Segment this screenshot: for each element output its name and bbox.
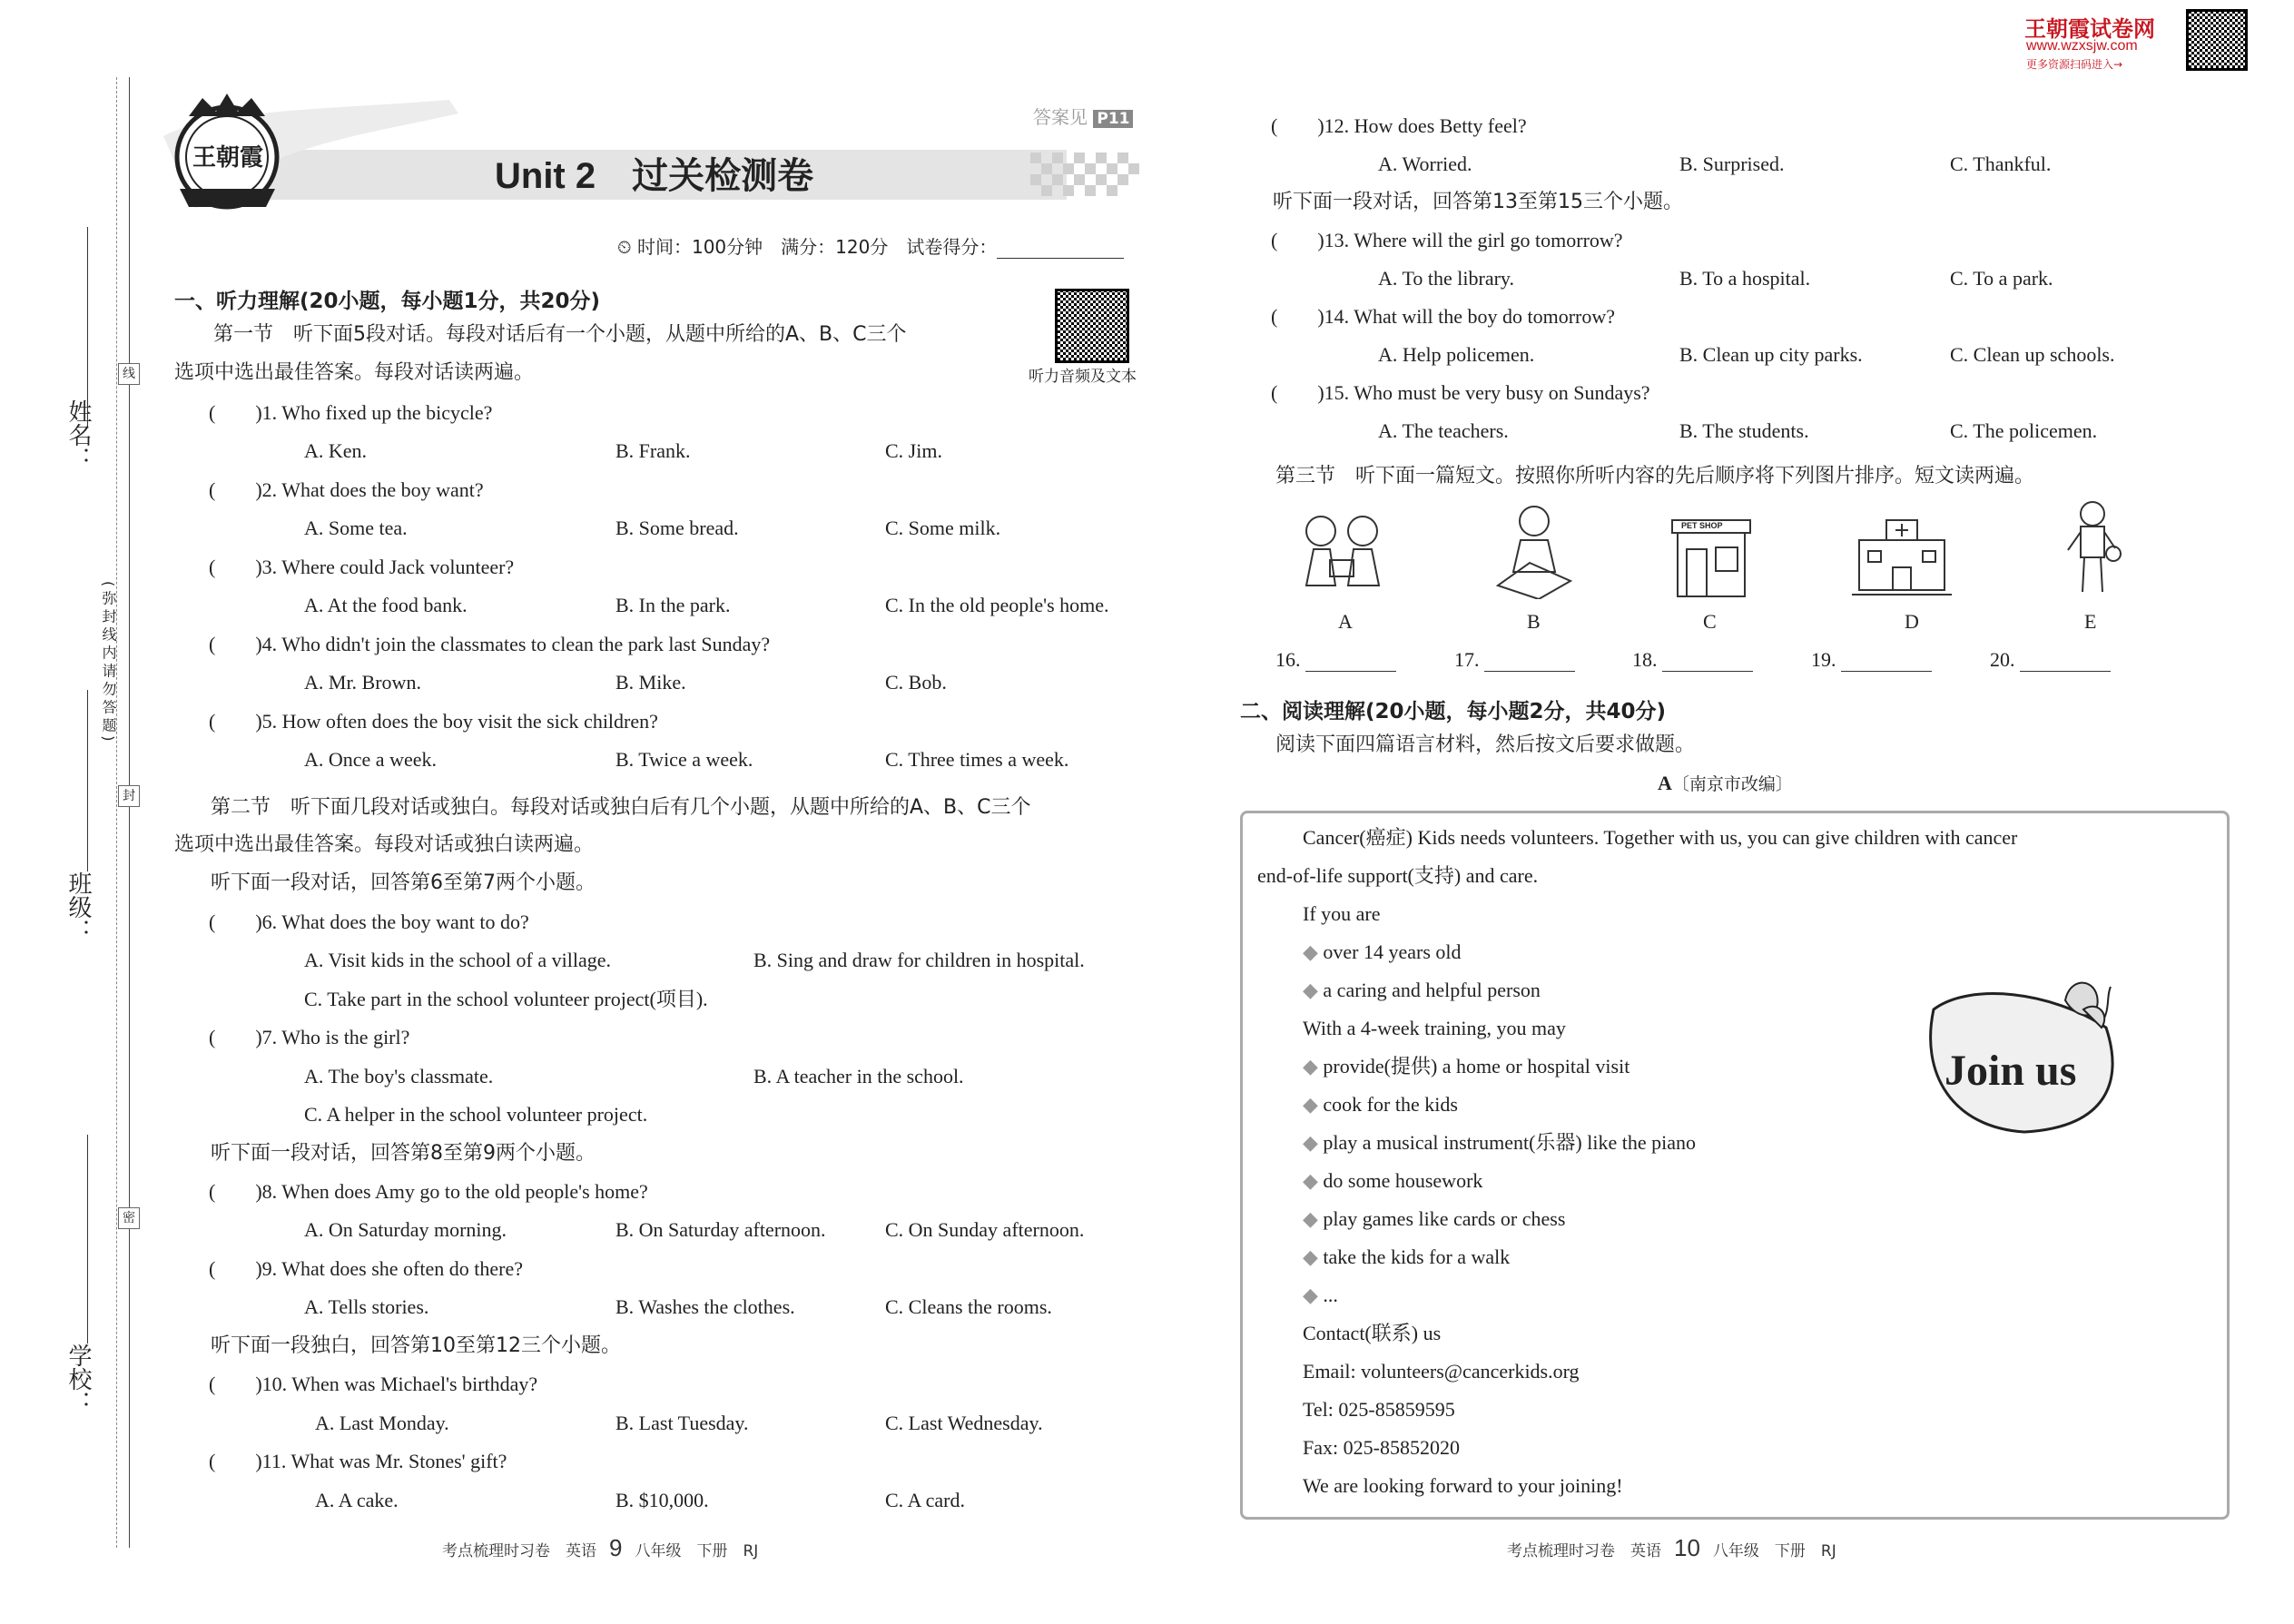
bullet-item: ◆ play games like cards or chess	[1303, 1207, 1566, 1230]
picture-label-b: B	[1527, 610, 1541, 633]
option-15c[interactable]: C. The policemen.	[1950, 419, 2098, 442]
option-6a[interactable]: A. Visit kids in the school of a village.	[304, 949, 612, 971]
option-6c[interactable]: C. Take part in the school volunteer project(项目).	[304, 988, 708, 1010]
bullet-item: ◆ do some housework	[1303, 1169, 1483, 1192]
passage-a-heading: A〔南京市改编〕	[1658, 772, 1793, 794]
option-3a[interactable]: A. At the food bank.	[304, 594, 468, 616]
picture-d-hospital-icon	[1852, 504, 1952, 604]
pet-shop-sign: PET SHOP	[1681, 521, 1723, 530]
option-12b[interactable]: B. Surprised.	[1679, 153, 1785, 175]
answer-blank-16[interactable]: 16.	[1275, 648, 1396, 672]
option-13b[interactable]: B. To a hospital.	[1679, 267, 1811, 290]
brand-logo: 王朝霞	[171, 89, 289, 216]
option-13c[interactable]: C. To a park.	[1950, 267, 2053, 290]
site-url[interactable]: www.wzxsjw.com	[2026, 38, 2138, 54]
answer-blank-18[interactable]: 18.	[1632, 648, 1753, 672]
picture-label-d: D	[1905, 610, 1919, 633]
instruction-10-12: 听下面一段独白，回答第10至第12三个小题。	[211, 1334, 621, 1357]
answer-blank-17[interactable]: 17.	[1454, 648, 1575, 672]
option-13a[interactable]: A. To the library.	[1378, 267, 1514, 290]
school-field[interactable]	[87, 1135, 90, 1343]
question-11[interactable]: ( )11. What was Mr. Stones' gift?	[209, 1450, 507, 1472]
picture-e-boy-icon	[2043, 497, 2142, 597]
part3-instruction: 第三节 听下面一篇短文。按照你所听内容的先后顺序将下列图片排序。短文读两遍。	[1275, 465, 2035, 487]
part2-instruction: 第二节 听下面几段对话或独白。每段对话或独白后有几个小题，从题中所给的A、B、C三个	[211, 796, 1031, 819]
option-8b[interactable]: B. On Saturday afternoon.	[615, 1218, 826, 1241]
option-2a[interactable]: A. Some tea.	[304, 517, 408, 539]
bullet-item: ◆ play a musical instrument(乐器) like the piano	[1303, 1131, 1696, 1154]
picture-label-c: C	[1703, 610, 1717, 633]
option-4c[interactable]: C. Bob.	[885, 671, 947, 694]
option-11b[interactable]: B. $10,000.	[615, 1489, 709, 1511]
qr-caption: 听力音频及文本	[1029, 368, 1137, 386]
diamond-bullet-icon: ◆	[1303, 979, 1324, 1001]
join-us-leaf: Join us	[1915, 973, 2124, 1146]
option-10c[interactable]: C. Last Wednesday.	[885, 1412, 1043, 1434]
question-2[interactable]: ( )2. What does the boy want?	[209, 478, 484, 501]
bullet-item: ◆ take the kids for a walk	[1303, 1245, 1511, 1268]
passage-line-1: Cancer(癌症) Kids needs volunteers. Together with us, you can give children with cancer	[1303, 826, 2018, 849]
option-5b[interactable]: B. Twice a week.	[615, 748, 753, 771]
section-reading-heading: 二、阅读理解(20小题，每小题2分，共40分)	[1240, 700, 1667, 723]
question-7[interactable]: ( )7. Who is the girl?	[209, 1026, 410, 1048]
listening-qr-code-icon[interactable]	[1055, 289, 1129, 363]
answer-blank-19[interactable]: 19.	[1811, 648, 1932, 672]
option-15b[interactable]: B. The students.	[1679, 419, 1809, 442]
site-more: 更多资源扫码进入→	[2026, 58, 2123, 71]
instruction-8-9: 听下面一段对话，回答第8至第9两个小题。	[211, 1142, 596, 1165]
seal-mark-mi: 密	[118, 1207, 140, 1229]
option-7a[interactable]: A. The boy's classmate.	[304, 1065, 494, 1088]
picture-a-kids-icon	[1294, 504, 1393, 604]
class-field[interactable]	[87, 690, 90, 871]
answer-blank-20[interactable]: 20.	[1990, 648, 2111, 672]
footer-right: 考点梳理时习卷 英语 10 八年级 下册 RJ	[1507, 1534, 1836, 1561]
passage-line-2: end-of-life support(支持) and care.	[1257, 864, 1539, 887]
option-4a[interactable]: A. Mr. Brown.	[304, 671, 421, 694]
picture-label-e: E	[2084, 610, 2097, 633]
option-11c[interactable]: C. A card.	[885, 1489, 965, 1511]
option-9b[interactable]: B. Washes the clothes.	[615, 1295, 795, 1318]
part1-instruction-cont: 选项中选出最佳答案。每段对话读两遍。	[174, 361, 535, 384]
class-label: 班级：	[64, 871, 92, 942]
bullet-item: ◆ cook for the kids	[1303, 1093, 1458, 1116]
page-number-right: 10	[1674, 1534, 1700, 1561]
option-1c[interactable]: C. Jim.	[885, 439, 942, 462]
page-title: Unit 2 过关检测卷	[495, 156, 814, 196]
question-1[interactable]: ( )1. Who fixed up the bicycle?	[209, 401, 493, 424]
section-listening-heading: 一、听力理解(20小题，每小题1分，共20分)	[174, 290, 601, 313]
footer-left: 考点梳理时习卷 英语 9 八年级 下册 RJ	[442, 1534, 759, 1561]
bullet-item: ◆ over 14 years old	[1303, 940, 1462, 963]
diamond-bullet-icon: ◆	[1303, 1131, 1324, 1154]
answer-reference: 答案见 P11	[1033, 103, 1133, 129]
option-14b[interactable]: B. Clean up city parks.	[1679, 343, 1863, 366]
option-14a[interactable]: A. Help policemen.	[1378, 343, 1535, 366]
option-7b[interactable]: B. A teacher in the school.	[753, 1065, 964, 1088]
question-6[interactable]: ( )6. What does the boy want to do?	[209, 910, 529, 933]
passage-fax: Fax: 025-85852020	[1303, 1436, 1460, 1459]
picture-label-a: A	[1338, 610, 1353, 633]
score-field[interactable]	[997, 240, 1124, 259]
bullet-item: ◆ provide(提供) a home or hospital visit	[1303, 1055, 1630, 1078]
seal-notice: (弥封线内请勿答题)	[100, 581, 117, 745]
diamond-bullet-icon: ◆	[1303, 1169, 1324, 1192]
exam-meta: ⏲ 时间：100分钟 满分：120分 试卷得分：	[617, 232, 1124, 259]
diamond-bullet-icon: ◆	[1303, 1055, 1324, 1078]
instruction-6-7: 听下面一段对话，回答第6至第7两个小题。	[211, 871, 596, 894]
picture-c-pet-shop-icon	[1661, 504, 1761, 604]
bullet-item: ◆ ...	[1303, 1284, 1338, 1306]
question-5[interactable]: ( )5. How often does the boy visit the sick children?	[209, 710, 658, 733]
option-3c[interactable]: C. In the old people's home.	[885, 594, 1109, 616]
school-label: 学校：	[64, 1343, 92, 1414]
option-9c[interactable]: C. Cleans the rooms.	[885, 1295, 1052, 1318]
option-8a[interactable]: A. On Saturday morning.	[304, 1218, 507, 1241]
diamond-bullet-icon: ◆	[1303, 1093, 1324, 1116]
passage-email: Email: volunteers@cancerkids.org	[1303, 1360, 1580, 1383]
reading-instruction: 阅读下面四篇语言材料，然后按文后要求做题。	[1275, 733, 1696, 756]
diamond-bullet-icon: ◆	[1303, 1207, 1324, 1230]
option-11a[interactable]: A. A cake.	[315, 1489, 399, 1511]
site-name: 王朝霞试卷网	[2024, 16, 2155, 42]
question-9[interactable]: ( )9. What does she often do there?	[209, 1257, 523, 1280]
option-6b[interactable]: B. Sing and draw for children in hospital.	[753, 949, 1085, 971]
part1-instruction: 第一节 听下面5段对话。每段对话后有一个小题，从题中所给的A、B、C三个	[213, 323, 907, 346]
passage-tel: Tel: 025-85859595	[1303, 1398, 1455, 1421]
option-14c[interactable]: C. Clean up schools.	[1950, 343, 2115, 366]
option-7c[interactable]: C. A helper in the school volunteer project.	[304, 1103, 648, 1126]
option-2b[interactable]: B. Some bread.	[615, 517, 739, 539]
option-10b[interactable]: B. Last Tuesday.	[615, 1412, 749, 1434]
seal-mark-feng: 封	[118, 785, 140, 807]
option-3b[interactable]: B. In the park.	[615, 594, 731, 616]
name-field[interactable]	[87, 227, 90, 427]
option-9a[interactable]: A. Tells stories.	[304, 1295, 429, 1318]
clock-icon: ⏲	[617, 236, 632, 258]
passage-with: With a 4-week training, you may	[1303, 1017, 1566, 1039]
part2-instruction-cont: 选项中选出最佳答案。每段对话或独白读两遍。	[174, 833, 595, 856]
question-14[interactable]: ( )14. What will the boy do tomorrow?	[1271, 305, 1616, 328]
passage-if: If you are	[1303, 902, 1381, 925]
question-15[interactable]: ( )15. Who must be very busy on Sundays?	[1271, 381, 1650, 404]
question-3[interactable]: ( )3. Where could Jack volunteer?	[209, 556, 515, 578]
seal-dashed-line	[116, 77, 117, 1548]
option-10a[interactable]: A. Last Monday.	[315, 1412, 449, 1434]
option-5a[interactable]: A. Once a week.	[304, 748, 437, 771]
question-4[interactable]: ( )4. Who didn't join the classmates to clean the park last Sunday?	[209, 633, 771, 655]
instruction-13-15: 听下面一段对话，回答第13至第15三个小题。	[1273, 191, 1683, 213]
passage-closing: We are looking forward to your joining!	[1303, 1474, 1623, 1497]
option-15a[interactable]: A. The teachers.	[1378, 419, 1509, 442]
binding-line	[129, 77, 130, 1548]
question-10[interactable]: ( )10. When was Michael's birthday?	[209, 1373, 538, 1395]
name-label: 姓名：	[64, 399, 92, 470]
diamond-bullet-icon: ◆	[1303, 1284, 1324, 1306]
option-8c[interactable]: C. On Sunday afternoon.	[885, 1218, 1085, 1241]
option-12c[interactable]: C. Thankful.	[1950, 153, 2052, 175]
option-5c[interactable]: C. Three times a week.	[885, 748, 1069, 771]
diamond-bullet-icon: ◆	[1303, 1245, 1324, 1268]
passage-contact: Contact(联系) us	[1303, 1322, 1442, 1344]
question-12[interactable]: ( )12. How does Betty feel?	[1271, 114, 1527, 137]
site-qr-code-icon[interactable]	[2186, 9, 2248, 71]
diamond-bullet-icon: ◆	[1303, 940, 1324, 963]
page-number-left: 9	[609, 1534, 623, 1561]
question-13[interactable]: ( )13. Where will the girl go tomorrow?	[1271, 229, 1623, 251]
picture-b-drawing-girl-icon	[1484, 499, 1584, 599]
option-1b[interactable]: B. Frank.	[615, 439, 691, 462]
bullet-item: ◆ a caring and helpful person	[1303, 979, 1541, 1001]
option-12a[interactable]: A. Worried.	[1378, 153, 1472, 175]
option-2c[interactable]: C. Some milk.	[885, 517, 1001, 539]
option-4b[interactable]: B. Mike.	[615, 671, 686, 694]
option-1a[interactable]: A. Ken.	[304, 439, 368, 462]
seal-mark-xian: 线	[118, 363, 140, 385]
question-8[interactable]: ( )8. When does Amy go to the old people's home?	[209, 1180, 648, 1203]
